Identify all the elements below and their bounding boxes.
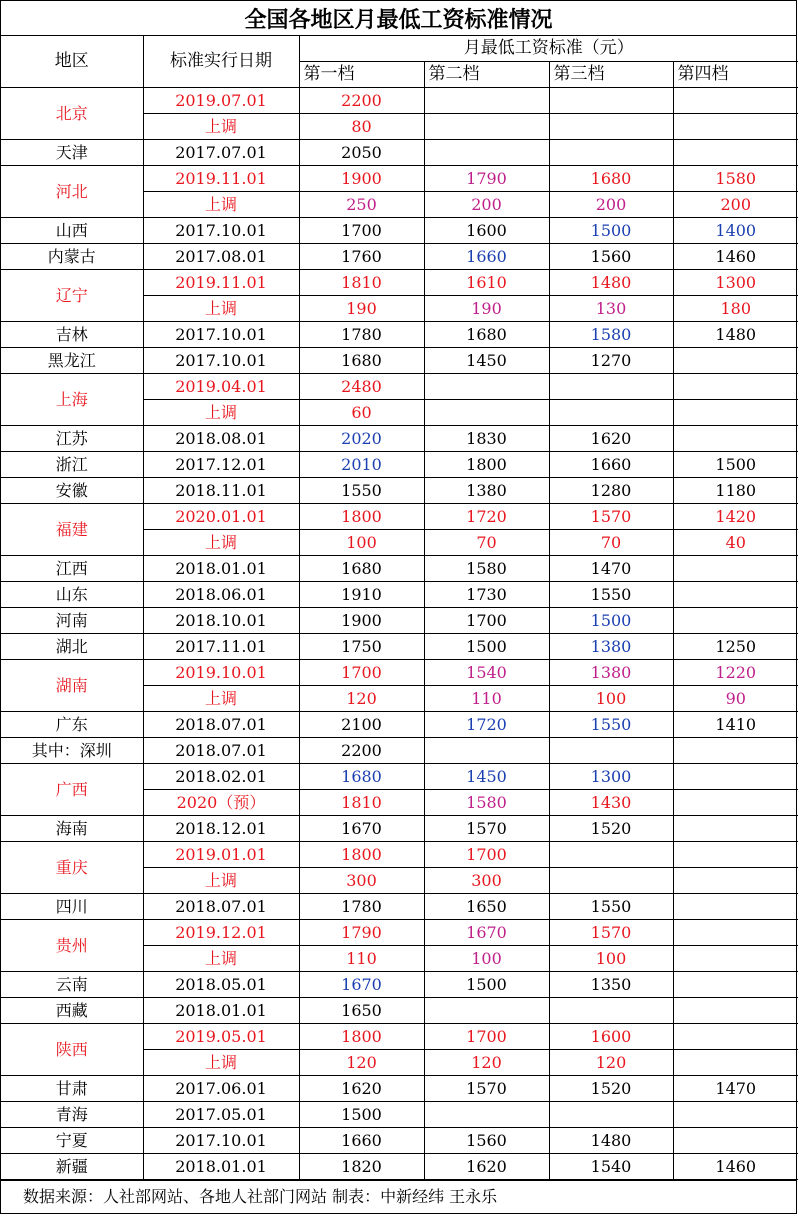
tier-1-value: 1790 — [299, 920, 424, 946]
region-cell: 甘肃 — [1, 1076, 143, 1102]
tier-3-value: 1540 — [549, 1154, 673, 1180]
tier-3-value: 1660 — [549, 452, 673, 478]
region-cell: 新疆 — [1, 1154, 143, 1180]
table-row — [1, 816, 798, 842]
date-cell: 2019.11.01 — [143, 270, 299, 296]
tier-2-value: 300 — [424, 868, 549, 894]
tier-4-value — [673, 114, 798, 140]
tier-4-value — [673, 920, 798, 946]
tier-1-value: 250 — [299, 192, 424, 218]
tier-4-value: 200 — [673, 192, 798, 218]
tier-1-value: 300 — [299, 868, 424, 894]
date-cell: 2019.04.01 — [143, 374, 299, 400]
tier-2-value — [424, 114, 549, 140]
tier-4-value — [673, 738, 798, 764]
tier-4-value — [673, 998, 798, 1024]
tier-2-value — [424, 400, 549, 426]
tier-4-value — [673, 894, 798, 920]
tier-3-value: 100 — [549, 946, 673, 972]
tier-2-value: 120 — [424, 1050, 549, 1076]
tier-3-value — [549, 868, 673, 894]
tier-1-value: 2010 — [299, 452, 424, 478]
tier-4-value — [673, 348, 798, 374]
tier-2-value — [424, 738, 549, 764]
tier-4-value: 1580 — [673, 166, 798, 192]
tier-2-value: 110 — [424, 686, 549, 712]
tier-3-value: 1550 — [549, 582, 673, 608]
tier-2-value: 1670 — [424, 920, 549, 946]
tier-4-value: 180 — [673, 296, 798, 322]
tier-3-value: 1300 — [549, 764, 673, 790]
tier-3-value: 1620 — [549, 426, 673, 452]
tier-4-value: 1460 — [673, 244, 798, 270]
tier-4-value: 40 — [673, 530, 798, 556]
tier-2-value: 1570 — [424, 1076, 549, 1102]
tier-1-value: 1820 — [299, 1154, 424, 1180]
tier-2-value: 1830 — [424, 426, 549, 452]
date-cell: 2019.10.01 — [143, 660, 299, 686]
tier-1-value: 1550 — [299, 478, 424, 504]
tier-2-value: 1600 — [424, 218, 549, 244]
tier-3-value: 1500 — [549, 608, 673, 634]
date-cell: 2018.06.01 — [143, 582, 299, 608]
date-cell: 2018.12.01 — [143, 816, 299, 842]
date-cell: 2020.01.01 — [143, 504, 299, 530]
tier-4-value: 90 — [673, 686, 798, 712]
tier-1-value: 120 — [299, 686, 424, 712]
tier-1-value: 1900 — [299, 608, 424, 634]
table-row — [1, 374, 798, 400]
tier-1-value: 1810 — [299, 790, 424, 816]
tier-2-value: 1500 — [424, 972, 549, 998]
tier-1-value: 1700 — [299, 660, 424, 686]
date-cell: 2018.10.01 — [143, 608, 299, 634]
tier-1-value: 1780 — [299, 894, 424, 920]
tier-3-value: 1280 — [549, 478, 673, 504]
date-cell: 上调 — [143, 114, 299, 140]
tier-4-value — [673, 842, 798, 868]
date-cell: 上调 — [143, 1050, 299, 1076]
table-row — [1, 478, 798, 504]
tier-2-value: 1720 — [424, 712, 549, 738]
date-cell: 2019.01.01 — [143, 842, 299, 868]
date-cell: 2018.11.01 — [143, 478, 299, 504]
tier-3-value — [549, 738, 673, 764]
tier-3-value: 70 — [549, 530, 673, 556]
tier-4-value — [673, 946, 798, 972]
date-cell: 2019.12.01 — [143, 920, 299, 946]
tier-2-value: 1700 — [424, 1024, 549, 1050]
tier-3-value: 1380 — [549, 634, 673, 660]
wage-table — [1, 36, 798, 1180]
table-row — [1, 166, 798, 192]
tier-1-value: 1780 — [299, 322, 424, 348]
tier-1-value: 2020 — [299, 426, 424, 452]
tier-1-value: 1680 — [299, 556, 424, 582]
region-cell: 吉林 — [1, 322, 143, 348]
table-row — [1, 1128, 798, 1154]
tier-4-value: 1400 — [673, 218, 798, 244]
tier-3-value: 1480 — [549, 1128, 673, 1154]
tier-4-value: 1250 — [673, 634, 798, 660]
tier-4-value — [673, 972, 798, 998]
table-row — [1, 712, 798, 738]
tier-2-value: 1570 — [424, 816, 549, 842]
date-cell: 2017.08.01 — [143, 244, 299, 270]
tier-2-value: 1560 — [424, 1128, 549, 1154]
table-row — [1, 920, 798, 946]
date-cell: 上调 — [143, 192, 299, 218]
date-cell: 2018.01.01 — [143, 1154, 299, 1180]
table-row — [1, 556, 798, 582]
table-title: 全国各地区月最低工资标准情况 — [1, 1, 796, 36]
tier-2-value: 1700 — [424, 608, 549, 634]
tier-4-value: 1300 — [673, 270, 798, 296]
header-standard: 月最低工资标准（元） — [299, 36, 798, 62]
tier-3-value: 1380 — [549, 660, 673, 686]
tier-3-value — [549, 842, 673, 868]
tier-2-value: 1660 — [424, 244, 549, 270]
region-cell: 广东 — [1, 712, 143, 738]
region-cell: 黑龙江 — [1, 348, 143, 374]
tier-4-value: 1180 — [673, 478, 798, 504]
date-cell: 2017.11.01 — [143, 634, 299, 660]
tier-4-value — [673, 1102, 798, 1128]
tier-1-value: 1800 — [299, 842, 424, 868]
tier-3-value: 1600 — [549, 1024, 673, 1050]
tier-2-value: 1800 — [424, 452, 549, 478]
date-cell: 2017.07.01 — [143, 140, 299, 166]
tier-4-value: 1420 — [673, 504, 798, 530]
region-cell: 宁夏 — [1, 1128, 143, 1154]
tier-2-value: 1450 — [424, 348, 549, 374]
tier-2-value: 1700 — [424, 842, 549, 868]
region-cell: 内蒙古 — [1, 244, 143, 270]
tier-3-value: 1520 — [549, 1076, 673, 1102]
region-cell: 西藏 — [1, 998, 143, 1024]
region-cell: 青海 — [1, 1102, 143, 1128]
tier-4-value — [673, 582, 798, 608]
region-cell: 北京 — [1, 88, 143, 140]
tier-4-value — [673, 426, 798, 452]
header-row-1 — [1, 36, 798, 62]
tier-2-value — [424, 1102, 549, 1128]
tier-2-value: 1650 — [424, 894, 549, 920]
date-cell: 2018.07.01 — [143, 712, 299, 738]
table-row — [1, 738, 798, 764]
table-row — [1, 88, 798, 114]
tier-2-value: 100 — [424, 946, 549, 972]
tier-2-value: 1580 — [424, 790, 549, 816]
table-row — [1, 348, 798, 374]
tier-1-value: 110 — [299, 946, 424, 972]
region-cell: 上海 — [1, 374, 143, 426]
region-cell: 湖南 — [1, 660, 143, 712]
region-cell: 辽宁 — [1, 270, 143, 322]
region-cell: 天津 — [1, 140, 143, 166]
tier-2-value: 1790 — [424, 166, 549, 192]
tier-3-value: 1550 — [549, 712, 673, 738]
tier-4-value — [673, 868, 798, 894]
tier-1-value: 1910 — [299, 582, 424, 608]
date-cell: 2018.07.01 — [143, 894, 299, 920]
date-cell: 2018.01.01 — [143, 998, 299, 1024]
header-region: 地区 — [1, 36, 143, 88]
region-cell: 云南 — [1, 972, 143, 998]
tier-3-value — [549, 114, 673, 140]
tier-2-value: 1450 — [424, 764, 549, 790]
tier-1-value: 1670 — [299, 816, 424, 842]
tier-4-value: 1460 — [673, 1154, 798, 1180]
table-row — [1, 1076, 798, 1102]
table-row — [1, 608, 798, 634]
tier-1-value: 60 — [299, 400, 424, 426]
tier-2-value: 1620 — [424, 1154, 549, 1180]
table-row — [1, 1024, 798, 1050]
table-row — [1, 426, 798, 452]
tier-1-value: 1620 — [299, 1076, 424, 1102]
table-row — [1, 218, 798, 244]
tier-3-value: 1480 — [549, 270, 673, 296]
table-row — [1, 1102, 798, 1128]
region-cell: 四川 — [1, 894, 143, 920]
date-cell: 上调 — [143, 946, 299, 972]
region-cell: 山西 — [1, 218, 143, 244]
tier-4-value — [673, 1024, 798, 1050]
tier-3-value — [549, 88, 673, 114]
date-cell: 2017.12.01 — [143, 452, 299, 478]
tier-1-value: 2480 — [299, 374, 424, 400]
tier-2-value: 1720 — [424, 504, 549, 530]
header-tier-4: 第四档 — [673, 62, 798, 88]
tier-3-value: 1500 — [549, 218, 673, 244]
tier-3-value — [549, 400, 673, 426]
tier-4-value — [673, 608, 798, 634]
date-cell: 2017.06.01 — [143, 1076, 299, 1102]
table-row — [1, 140, 798, 166]
date-cell: 2019.11.01 — [143, 166, 299, 192]
region-cell: 河北 — [1, 166, 143, 218]
region-cell: 湖北 — [1, 634, 143, 660]
table-row — [1, 660, 798, 686]
tier-3-value: 200 — [549, 192, 673, 218]
date-cell: 上调 — [143, 868, 299, 894]
tier-2-value: 1540 — [424, 660, 549, 686]
tier-3-value: 1580 — [549, 322, 673, 348]
table-row — [1, 764, 798, 790]
tier-3-value: 1560 — [549, 244, 673, 270]
table-row — [1, 972, 798, 998]
date-cell: 2017.05.01 — [143, 1102, 299, 1128]
tier-2-value: 1680 — [424, 322, 549, 348]
tier-1-value: 1760 — [299, 244, 424, 270]
tier-2-value: 190 — [424, 296, 549, 322]
tier-1-value: 2200 — [299, 88, 424, 114]
tier-2-value: 70 — [424, 530, 549, 556]
date-cell: 2017.10.01 — [143, 348, 299, 374]
table-row — [1, 894, 798, 920]
tier-2-value — [424, 374, 549, 400]
tier-3-value: 100 — [549, 686, 673, 712]
tier-4-value — [673, 764, 798, 790]
tier-3-value: 1350 — [549, 972, 673, 998]
tier-2-value — [424, 140, 549, 166]
date-cell: 上调 — [143, 296, 299, 322]
tier-4-value — [673, 1050, 798, 1076]
tier-1-value: 1650 — [299, 998, 424, 1024]
tier-1-value: 1800 — [299, 504, 424, 530]
tier-3-value — [549, 140, 673, 166]
tier-1-value: 80 — [299, 114, 424, 140]
date-cell: 2017.10.01 — [143, 322, 299, 348]
tier-4-value: 1410 — [673, 712, 798, 738]
tier-3-value: 1270 — [549, 348, 673, 374]
tier-3-value: 120 — [549, 1050, 673, 1076]
region-cell: 山东 — [1, 582, 143, 608]
tier-1-value: 2100 — [299, 712, 424, 738]
region-cell: 广西 — [1, 764, 143, 816]
header-tier-3: 第三档 — [549, 62, 673, 88]
tier-2-value — [424, 88, 549, 114]
date-cell: 2018.07.01 — [143, 738, 299, 764]
header-date: 标准实行日期 — [143, 36, 299, 88]
table-row — [1, 582, 798, 608]
tier-4-value — [673, 816, 798, 842]
date-cell: 2018.05.01 — [143, 972, 299, 998]
tier-1-value: 1660 — [299, 1128, 424, 1154]
region-cell: 贵州 — [1, 920, 143, 972]
tier-4-value: 1500 — [673, 452, 798, 478]
region-cell: 浙江 — [1, 452, 143, 478]
tier-2-value: 1580 — [424, 556, 549, 582]
tier-1-value: 1800 — [299, 1024, 424, 1050]
tier-2-value: 200 — [424, 192, 549, 218]
region-cell: 江苏 — [1, 426, 143, 452]
tier-3-value: 1520 — [549, 816, 673, 842]
tier-1-value: 1500 — [299, 1102, 424, 1128]
date-cell: 2018.01.01 — [143, 556, 299, 582]
tier-1-value: 100 — [299, 530, 424, 556]
table-row — [1, 504, 798, 530]
tier-2-value: 1610 — [424, 270, 549, 296]
tier-1-value: 1680 — [299, 764, 424, 790]
region-cell: 江西 — [1, 556, 143, 582]
tier-3-value: 1570 — [549, 504, 673, 530]
tier-3-value — [549, 1102, 673, 1128]
tier-3-value — [549, 374, 673, 400]
tier-3-value: 130 — [549, 296, 673, 322]
table-row — [1, 270, 798, 296]
tier-4-value: 1480 — [673, 322, 798, 348]
tier-4-value — [673, 140, 798, 166]
date-cell: 上调 — [143, 400, 299, 426]
region-cell: 安徽 — [1, 478, 143, 504]
tier-1-value: 1750 — [299, 634, 424, 660]
table-row — [1, 998, 798, 1024]
tier-4-value — [673, 1128, 798, 1154]
date-cell: 2017.10.01 — [143, 218, 299, 244]
tier-2-value: 1380 — [424, 478, 549, 504]
tier-1-value: 190 — [299, 296, 424, 322]
table-row — [1, 322, 798, 348]
date-cell: 2017.10.01 — [143, 1128, 299, 1154]
table-row — [1, 634, 798, 660]
header-tier-1: 第一档 — [299, 62, 424, 88]
tier-1-value: 1810 — [299, 270, 424, 296]
tier-2-value: 1730 — [424, 582, 549, 608]
tier-1-value: 120 — [299, 1050, 424, 1076]
tier-3-value: 1430 — [549, 790, 673, 816]
tier-4-value — [673, 790, 798, 816]
table-row — [1, 1154, 798, 1180]
date-cell: 2020（预） — [143, 790, 299, 816]
region-cell: 重庆 — [1, 842, 143, 894]
table-row — [1, 244, 798, 270]
tier-3-value: 1550 — [549, 894, 673, 920]
date-cell: 2018.02.01 — [143, 764, 299, 790]
date-cell: 2019.07.01 — [143, 88, 299, 114]
tier-1-value: 2050 — [299, 140, 424, 166]
tier-1-value: 1680 — [299, 348, 424, 374]
tier-3-value: 1470 — [549, 556, 673, 582]
region-cell: 陕西 — [1, 1024, 143, 1076]
tier-3-value — [549, 998, 673, 1024]
tier-4-value — [673, 556, 798, 582]
date-cell: 上调 — [143, 686, 299, 712]
source-footer: 数据来源：人社部网站、各地人社部门网站 制表：中新经纬 王永乐 — [1, 1180, 796, 1213]
tier-4-value — [673, 400, 798, 426]
header-tier-2: 第二档 — [424, 62, 549, 88]
region-cell: 河南 — [1, 608, 143, 634]
tier-4-value: 1220 — [673, 660, 798, 686]
table-row — [1, 842, 798, 868]
tier-1-value: 1900 — [299, 166, 424, 192]
tier-1-value: 2200 — [299, 738, 424, 764]
tier-4-value — [673, 374, 798, 400]
tier-3-value: 1680 — [549, 166, 673, 192]
tier-4-value: 1470 — [673, 1076, 798, 1102]
table-row — [1, 452, 798, 478]
tier-2-value: 1500 — [424, 634, 549, 660]
tier-4-value — [673, 88, 798, 114]
tier-3-value: 1570 — [549, 920, 673, 946]
tier-1-value: 1700 — [299, 218, 424, 244]
region-cell: 福建 — [1, 504, 143, 556]
region-cell: 其中：深圳 — [1, 738, 143, 764]
tier-1-value: 1670 — [299, 972, 424, 998]
date-cell: 上调 — [143, 530, 299, 556]
date-cell: 2019.05.01 — [143, 1024, 299, 1050]
tier-2-value — [424, 998, 549, 1024]
region-cell: 海南 — [1, 816, 143, 842]
date-cell: 2018.08.01 — [143, 426, 299, 452]
